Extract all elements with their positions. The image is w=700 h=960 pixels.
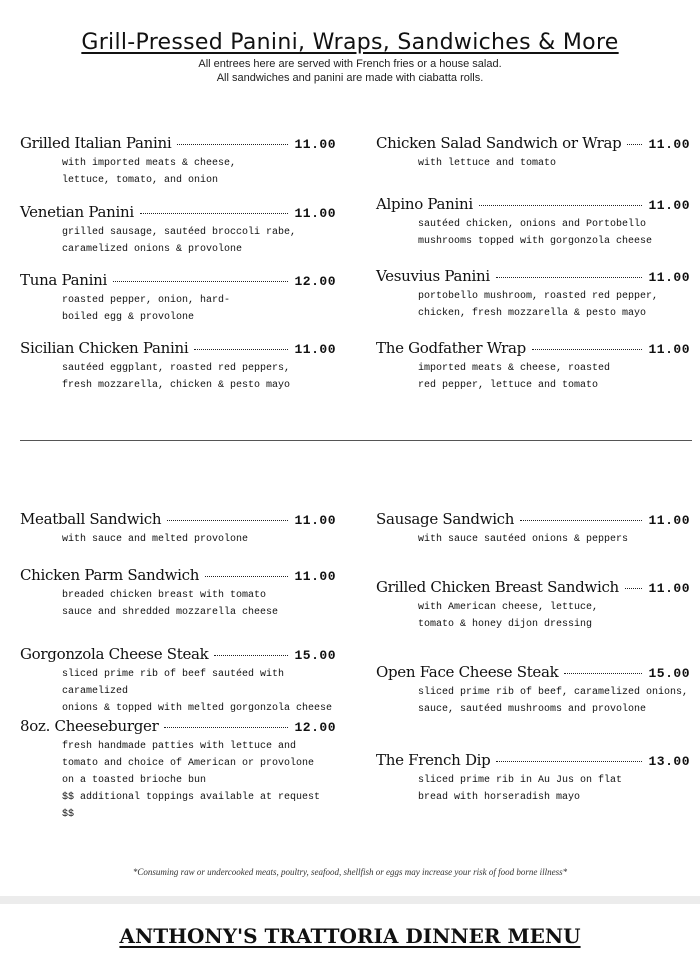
dot-leader — [167, 520, 288, 521]
dot-leader — [496, 761, 642, 762]
item-price: 12.00 — [294, 274, 336, 289]
menu-item — [376, 134, 690, 172]
menu-title: Grill-Pressed Panini, Wraps, Sandwiches & More — [81, 30, 619, 55]
dot-leader — [564, 673, 642, 674]
dot-leader — [177, 144, 288, 145]
item-name: Chicken Parm Sandwich — [20, 566, 200, 584]
item-description: with imported meats & cheese, lettuce, tomato, and onion — [62, 158, 237, 186]
item-description: sautéed eggplant, roasted red peppers, fresh mozzarella, chicken & pesto mayo — [62, 363, 291, 391]
item-price: 11.00 — [294, 137, 336, 152]
item-price: 11.00 — [648, 137, 690, 152]
menu-item — [20, 510, 336, 548]
menu-item — [20, 339, 336, 394]
item-name: Meatball Sandwich — [20, 510, 162, 528]
dot-leader — [214, 655, 288, 656]
dot-leader — [479, 205, 643, 206]
item-name: Tuna Panini — [20, 271, 108, 289]
item-description: imported meats & cheese, roasted red pepper, lettuce and tomato — [418, 363, 611, 391]
dot-leader — [205, 576, 288, 577]
item-name: Grilled Chicken Breast Sandwich — [376, 578, 619, 596]
ciabatta-note: All sandwiches and panini are made with ciabatta rolls. — [216, 72, 484, 84]
item-price: 15.00 — [648, 666, 690, 681]
dot-leader — [496, 277, 643, 278]
item-name: Sausage Sandwich — [376, 510, 515, 528]
item-name: Alpino Panini — [376, 195, 473, 213]
item-price: 11.00 — [648, 581, 690, 596]
item-name: Open Face Cheese Steak — [376, 663, 559, 681]
item-description: sliced prime rib of beef sautéed with caramelized onions & topped with melted gorgonzola cheese — [62, 669, 333, 714]
item-description: with sauce sautéed onions & peppers — [418, 534, 629, 545]
item-price: 11.00 — [648, 270, 690, 285]
item-price: 13.00 — [648, 754, 690, 769]
item-price: 15.00 — [294, 648, 336, 663]
item-description: fresh handmade patties with lettuce and tomato and choice of American or provolone on a toasted brioche bun $$ additional toppings available at request $$ — [62, 741, 321, 820]
item-description: with American cheese, lettuce, tomato & honey dijon dressing — [418, 602, 599, 630]
item-description: sliced prime rib in Au Jus on flat bread with horseradish mayo — [418, 775, 623, 803]
item-price: 11.00 — [294, 342, 336, 357]
menu-item — [20, 566, 336, 621]
item-price: 11.00 — [294, 206, 336, 221]
item-description: with lettuce and tomato — [418, 158, 557, 169]
item-name: Vesuvius Panini — [376, 267, 490, 285]
item-price: 11.00 — [648, 198, 690, 213]
dot-leader — [164, 727, 288, 728]
item-name: Sicilian Chicken Panini — [20, 339, 189, 357]
menu-item — [20, 717, 336, 823]
item-description: grilled sausage, sautéed broccoli rabe, caramelized onions & provolone — [62, 227, 297, 255]
item-description: roasted pepper, onion, hard- boiled egg & provolone — [62, 295, 231, 323]
entree-note: All entrees here are served with French fries or a house salad. — [198, 58, 502, 70]
menu-item — [20, 645, 336, 717]
dot-leader — [532, 349, 643, 350]
item-description: portobello mushroom, roasted red pepper, chicken, fresh mozzarella & pesto mayo — [418, 291, 659, 319]
menu-item — [376, 578, 690, 633]
dot-leader — [625, 588, 643, 589]
dot-leader — [627, 144, 642, 145]
item-price: 12.00 — [294, 720, 336, 735]
dot-leader — [520, 520, 642, 521]
menu-item — [376, 751, 690, 806]
food-safety-disclaimer: *Consuming raw or undercooked meats, poultry, seafood, shellfish or eggs may increase your risk of food borne illness* — [132, 867, 568, 877]
item-price: 11.00 — [294, 569, 336, 584]
menu-item — [376, 267, 690, 322]
menu-item — [376, 510, 690, 548]
dinner-menu-title: ANTHONY'S TRATTORIA DINNER MENU — [119, 924, 581, 948]
item-description: with sauce and melted provolone — [62, 534, 249, 545]
item-name: Venetian Panini — [20, 203, 134, 221]
item-name: 8oz. Cheeseburger — [20, 717, 159, 735]
section-divider — [20, 440, 692, 441]
menu-item — [376, 195, 690, 250]
item-price: 11.00 — [648, 342, 690, 357]
menu-item — [20, 271, 336, 326]
dot-leader — [194, 349, 288, 350]
menu-item — [20, 134, 336, 189]
next-menu-page — [0, 904, 700, 960]
item-name: Grilled Italian Panini — [20, 134, 172, 152]
menu-item — [20, 203, 336, 258]
item-name: The French Dip — [376, 751, 491, 769]
dot-leader — [113, 281, 288, 282]
item-description: sautéed chicken, onions and Portobello mushrooms topped with gorgonzola cheese — [418, 219, 653, 247]
item-description: breaded chicken breast with tomato sauce and shredded mozzarella cheese — [62, 590, 279, 618]
item-price: 11.00 — [648, 513, 690, 528]
item-description: sliced prime rib of beef, caramelized onions, sauce, sautéed mushrooms and provolone — [418, 687, 689, 715]
menu-item — [376, 663, 690, 718]
item-name: The Godfather Wrap — [376, 339, 526, 357]
dot-leader — [140, 213, 289, 214]
item-name: Chicken Salad Sandwich or Wrap — [376, 134, 622, 152]
menu-item — [376, 339, 690, 394]
item-price: 11.00 — [294, 513, 336, 528]
item-name: Gorgonzola Cheese Steak — [20, 645, 209, 663]
